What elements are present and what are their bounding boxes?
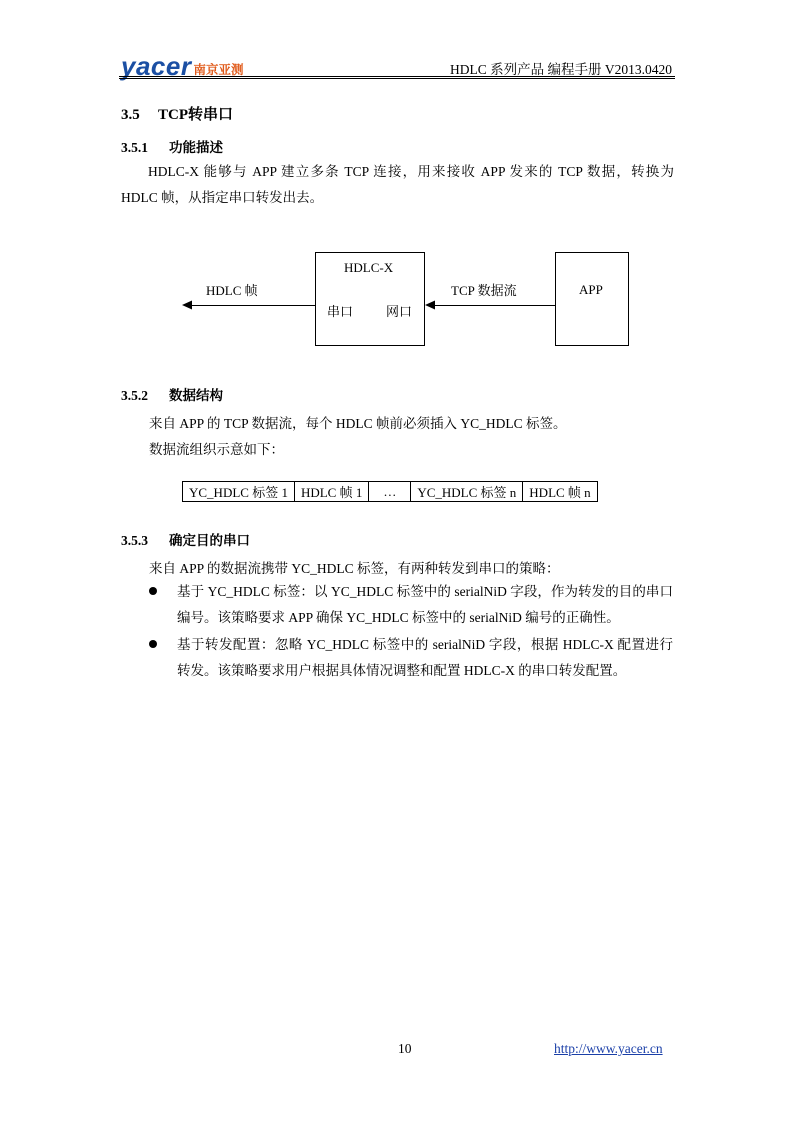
subsection-heading-3 <box>121 529 250 549</box>
tcp-stream-arrow-line <box>433 305 555 306</box>
bullet-icon <box>149 640 157 648</box>
data-structure-line-2: 数据流组织示意如下： <box>149 442 284 457</box>
subsection-title: 确定目的串口 <box>169 533 250 548</box>
logo-chinese-name: 南京亚测 <box>193 62 244 77</box>
left-arrow-head-icon <box>182 300 192 310</box>
header-rule <box>119 76 675 77</box>
app-box <box>555 252 629 346</box>
subsection-title: 数据结构 <box>169 388 223 403</box>
logo-wordmark: yacer <box>121 51 192 81</box>
subsection-number: 3.5.2 <box>121 388 148 403</box>
section-title: TCP转串口 <box>158 107 234 123</box>
bullet-item-config-strategy: 基于转发配置：忽略 YC_HDLC 标签中的 serialNiD 字段，根据 HDLC-X 配置进行转发。该策略要求用户根据具体情况调整和配置 HDLC-X 的串口转发配置。 <box>177 637 673 678</box>
section-number: 3.5 <box>121 107 140 123</box>
page-number: 10 <box>398 1041 412 1056</box>
website-link[interactable]: http://www.yacer.cn <box>554 1041 663 1056</box>
stream-structure-table <box>182 481 598 502</box>
header-title: HDLC 系列产品 编程手册 V2013.0420 <box>450 62 672 77</box>
table-row <box>183 482 598 502</box>
table-cell-frame-1: HDLC 帧 1 <box>294 482 368 502</box>
left-arrow-head-icon <box>425 300 435 310</box>
hdlc-frame-label: HDLC 帧 <box>206 283 258 298</box>
tcp-stream-label: TCP 数据流 <box>451 283 517 298</box>
header-rule-secondary <box>119 78 675 79</box>
routing-intro: 来自 APP 的数据流携带 YC_HDLC 标签，有两种转发到串口的策略： <box>149 561 560 576</box>
data-structure-line-1: 来自 APP 的 TCP 数据流，每个 HDLC 帧前必须插入 YC_HDLC 标签。 <box>149 416 567 431</box>
table-cell-tag-n: YC_HDLC 标签 n <box>411 482 523 502</box>
hdlc-x-label: HDLC-X <box>344 260 394 275</box>
subsection-number: 3.5.3 <box>121 533 148 548</box>
subsection-number: 3.5.1 <box>121 140 148 155</box>
subsection-heading-1 <box>121 136 223 156</box>
subsection-title: 功能描述 <box>169 140 223 155</box>
subsection-heading-2 <box>121 384 223 404</box>
function-description-paragraph: HDLC-X 能够与 APP 建立多条 TCP 连接，用来接收 APP 发来的 TCP 数据，转换为 HDLC 帧，从指定串口转发出去。 <box>121 164 674 205</box>
hdlc-frame-arrow-line <box>190 305 315 306</box>
serial-port-label: 串口 <box>327 304 354 319</box>
bullet-item-tag-strategy: 基于 YC_HDLC 标签：以 YC_HDLC 标签中的 serialNiD 字段，作为转发的目的串口编号。该策略要求 APP 确保 YC_HDLC 标签中的 serialNiD 编号的正确性。 <box>177 584 673 625</box>
net-port-label: 网口 <box>386 304 413 319</box>
table-cell-tag-1: YC_HDLC 标签 1 <box>183 482 295 502</box>
table-cell-frame-n: HDLC 帧 n <box>523 482 597 502</box>
app-label: APP <box>579 282 603 297</box>
table-cell-ellipsis: … <box>369 482 411 502</box>
bullet-icon <box>149 587 157 595</box>
section-heading <box>121 103 233 124</box>
company-logo <box>121 51 244 81</box>
